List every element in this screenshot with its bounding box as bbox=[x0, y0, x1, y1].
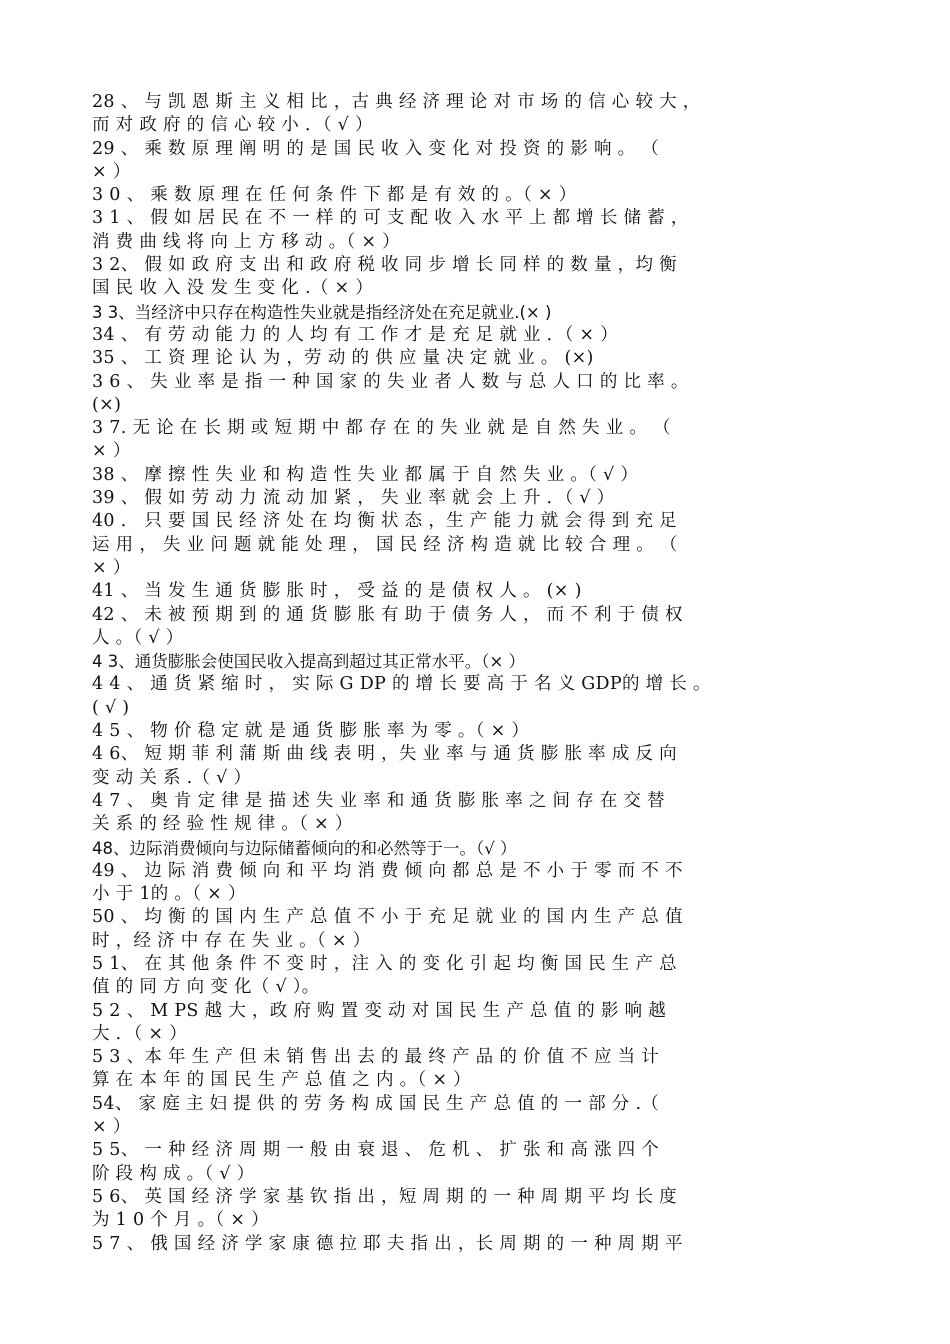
text-line: 29 、 乘 数 原 理 阐 明 的 是 国 民 收 入 变 化 对 投 资 的 影 响 。 （ bbox=[92, 138, 660, 159]
text-line: 人 。（ √ ） bbox=[92, 627, 184, 648]
text-line: × ） bbox=[92, 161, 131, 182]
text-line: 35 、 工 资 理 论 认 为 ，劳 动 的 供 应 量 决 定 就 业 。 (×) bbox=[92, 348, 594, 369]
text-line: 5 1、 在 其 他 条 件 不 变 时 ，注 入 的 变 化 引 起 均 衡 国 民 生 产 总 bbox=[92, 953, 677, 974]
text-line: 49 、 边 际 消 费 倾 向 和 平 均 消 费 倾 向 都 总 是 不 小 于 零 而 不 不 bbox=[92, 860, 683, 881]
text-line: 5 6、 英 国 经 济 学 家 基 钦 指 出 ，短 周 期 的 一 种 周 期 平 均 长 度 bbox=[92, 1186, 677, 1207]
text-line: 变 动 关 系 .（ √ ） bbox=[92, 767, 252, 788]
text-line: 4 7 、 奥 肯 定 律 是 描 述 失 业 率 和 通 货 膨 胀 率 之 间 存 在 交 替 bbox=[92, 790, 665, 811]
text-line: 时 ，经 济 中 存 在 失 业 。（ × ） bbox=[92, 930, 371, 951]
text-line: 3 0 、 乘 数 原 理 在 任 何 条 件 下 都 是 有 效 的 。（ × ） bbox=[92, 185, 577, 206]
text-line: 消 费 曲 线 将 向 上 方 移 动 。（ × ） bbox=[92, 231, 400, 252]
text-line: 48、边际消费倾向与边际储蓄倾向的和必然等于一。（√ ） bbox=[92, 838, 517, 858]
text-line: 38 、 摩 擦 性 失 业 和 构 造 性 失 业 都 属 于 自 然 失 业 。（ √ ） bbox=[92, 464, 639, 485]
text-line: (×) bbox=[92, 394, 122, 415]
text-line: 5 3 、本 年 生 产 但 未 销 售 出 去 的 最 终 产 品 的 价 值 不 应 当 计 bbox=[92, 1047, 660, 1068]
text-line: 小 于 1的 。（ × ） bbox=[92, 884, 246, 905]
text-line: 3 6 、 失 业 率 是 指 一 种 国 家 的 失 业 者 人 数 与 总 人 口 的 比 率 。 bbox=[92, 371, 689, 392]
text-line: 5 5、 一 种 经 济 周 期 一 般 由 衰 退 、 危 机 、 扩 张 和 高 涨 四 个 bbox=[92, 1140, 660, 1161]
text-line: 值 的 同 方 向 变 化（ √ ）。 bbox=[92, 977, 320, 998]
text-line: 4 5 、 物 价 稳 定 就 是 通 货 膨 胀 率 为 零 。（ × ） bbox=[92, 721, 530, 742]
text-line: 3 7. 无 论 在 长 期 或 短 期 中 都 存 在 的 失 业 就 是 自 然 失 业 。 （ bbox=[92, 418, 671, 439]
text-line: 为 1 0 个 月 。（ × ） bbox=[92, 1210, 269, 1231]
text-line: 54、 家 庭 主 妇 提 供 的 劳 务 构 成 国 民 生 产 总 值 的 一 部 分 .（ bbox=[92, 1093, 660, 1114]
text-line: 国 民 收 入 没 发 生 变 化 .（ × ） bbox=[92, 278, 374, 299]
text-line: 5 2 、 M PS 越 大 ，政 府 购 置 变 动 对 国 民 生 产 总 值 的 影 响 越 bbox=[92, 1000, 667, 1021]
text-line: 阶 段 构 成 。（ √ ） bbox=[92, 1163, 255, 1184]
text-line: 3 3、当经济中只存在构造性失业就是指经济处在充足就业.(× ) bbox=[92, 302, 552, 322]
text-line: 3 1 、 假 如 居 民 在 不 一 样 的 可 支 配 收 入 水 平 上 都 增 长 储 蓄 ， bbox=[92, 208, 689, 229]
document-body bbox=[92, 91, 872, 1256]
text-line: 运 用 ， 失 业 问 题 就 能 处 理 ， 国 民 经 济 构 造 就 比 较 合 理 。 （ bbox=[92, 534, 678, 555]
text-line: 4 3、通货膨胀会使国民收入提高到超过其正常水平。（× ） bbox=[92, 652, 526, 672]
text-line: × ） bbox=[92, 1117, 131, 1138]
text-line: 34 、 有 劳 动 能 力 的 人 均 有 工 作 才 是 充 足 就 业 ．（ × ） bbox=[92, 324, 618, 345]
text-line: ( √ ) bbox=[92, 697, 130, 718]
text-line: 算 在 本 年 的 国 民 生 产 总 值 之 内 。（ × ） bbox=[92, 1070, 471, 1091]
text-line: × ） bbox=[92, 557, 131, 578]
text-line: 4 6、 短 期 菲 利 蒲 斯 曲 线 表 明 ，失 业 率 与 通 货 膨 胀 率 成 反 向 bbox=[92, 744, 677, 765]
text-line: 40 ． 只 要 国 民 经 济 处 在 均 衡 状 态 ，生 产 能 力 就 会 得 到 充 足 bbox=[92, 511, 677, 532]
text-line: 5 7 、 俄 国 经 济 学 家 康 德 拉 耶 夫 指 出 ，长 周 期 的 一 种 周 期 平 bbox=[92, 1233, 683, 1254]
text-line: 28 、 与 凯 恩 斯 主 义 相 比 ，古 典 经 济 理 论 对 市 场 的 信 心 较 大 ， bbox=[92, 92, 701, 112]
text-line: 关 系 的 经 验 性 规 律 。（ × ） bbox=[92, 814, 353, 835]
text-line: 4 4 、 通 货 紧 缩 时 ， 实 际 G DP 的 增 长 要 高 于 名 义 GDP的 增 长 。 bbox=[92, 674, 711, 695]
text-line: 50 、 均 衡 的 国 内 生 产 总 值 不 小 于 充 足 就 业 的 国 内 生 产 总 值 bbox=[92, 907, 683, 928]
text-line: 41 、 当 发 生 通 货 膨 胀 时 ， 受 益 的 是 债 权 人 。 (× ) bbox=[92, 581, 582, 602]
text-line: 大 ．（ × ） bbox=[92, 1023, 188, 1044]
text-line: 39 、 假 如 劳 动 力 流 动 加 紧 ， 失 业 率 就 会 上 升 ．（ √ ） bbox=[92, 488, 615, 509]
text-line: 而 对 政 府 的 信 心 较 小 ．（ √ ） bbox=[92, 115, 373, 136]
text-line: 42 、 未 被 预 期 到 的 通 货 膨 胀 有 助 于 债 务 人 ， 而 不 利 于 债 权 bbox=[92, 604, 683, 625]
text-line: × ） bbox=[92, 441, 131, 462]
text-line: 3 2、 假 如 政 府 支 出 和 政 府 税 收 同 步 增 长 同 样 的 数 量 ，均 衡 bbox=[92, 255, 677, 276]
